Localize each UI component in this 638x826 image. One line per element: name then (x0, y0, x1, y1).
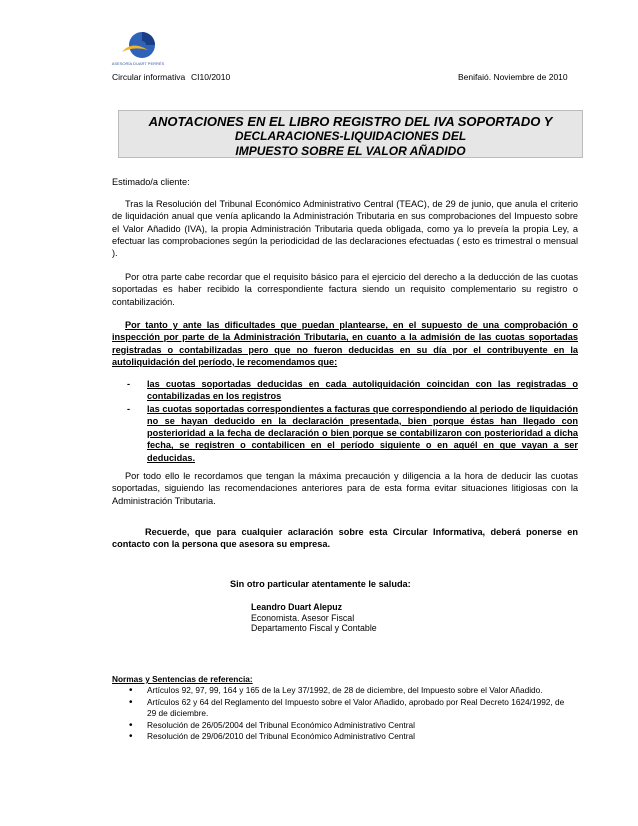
signer-department: Departamento Fiscal y Contable (251, 623, 377, 633)
reference-item: • Resolución de 26/05/2004 del Tribunal Económico Administrativo Central (112, 720, 572, 732)
dash-marker: - (127, 379, 131, 389)
references-title: Normas y Sentencias de referencia: (112, 674, 253, 684)
company-logo (118, 30, 158, 62)
dash-marker: - (127, 403, 131, 414)
reference-item: • Artículos 92, 97, 99, 164 y 165 de la Ley 37/1992, de 28 de diciembre, del Impuesto sobre el Valor Añadido. (112, 685, 572, 697)
title-line-1: ANOTACIONES EN EL LIBRO REGISTRO DEL IVA SOPORTADO Y (148, 114, 553, 129)
bullet-text-2: las cuotas soportadas correspondientes a facturas que correspondiendo al periodo de liquidación no se hayan deducido en la declaración presentada, bien porque éstas han llegado con posterioridad a la fecha de declaración o bien porque se contabilizaron con posterioridad a dicha fecha, se registren o contabilicen en el período siguiente o en aquél en que vayan a ser deducidas. (147, 403, 578, 463)
references-list (112, 685, 572, 743)
recommendation-list (112, 378, 578, 464)
signer-role: Economista. Asesor Fiscal (251, 612, 355, 623)
list-item (112, 403, 578, 464)
signer-name: Leandro Duart Alepuz (251, 602, 343, 612)
title-line-2: DECLARACIONES-LIQUIDACIONES DEL (234, 129, 467, 143)
paragraph-3-recommendation: Por tanto y ante las dificultades que puedan plantearse, en el supuesto de una comprobación o inspección por parte de la Administración Tributaria, en cuanto a la admisión de las cuotas soportadas registradas o contabilizadas pero que no fueron deducidas en su día por el contribuyente en la autoliquidación del período, le recomendamos que: (112, 320, 578, 367)
paragraph-4: Por todo ello le recordamos que tengan la máxima precaución y diligencia a la hora de deducir las cuotas soportadas, siguiendo las recomendaciones anteriores para de esta forma evitar situaciones litigiosas con la Administración Tributaria. (112, 471, 578, 506)
reference-item: • Artículos 62 y 64 del Reglamento del Impuesto sobre el Valor Añadido, aprobado por Real Decreto 1624/1992, de 29 de diciembre. (112, 697, 572, 720)
place-date: Benifaió. Noviembre de 2010 (458, 72, 568, 82)
logo-text: ASESORÍA DUART PERRÉS (111, 61, 165, 66)
closing-line: Sin otro particular atentamente le saluda: (230, 579, 411, 589)
circular-code: CI10/2010 (191, 72, 231, 82)
list-item (112, 378, 578, 403)
paragraph-5: Recuerde, que para cualquier aclaración sobre esta Circular Informativa, deberá ponerse en contacto con la persona que asesora su empresa. (112, 527, 578, 550)
signature-block (251, 602, 377, 634)
title-line-3: IMPUESTO SOBRE EL VALOR AÑADIDO (235, 144, 466, 158)
reference-item: • Resolución de 29/06/2010 del Tribunal Económico Administrativo Central (112, 731, 572, 743)
paragraph-1: Tras la Resolución del Tribunal Económico Administrativo Central (TEAC), de 29 de junio, que anula el criterio de liquidación anual que venía aplicando la Administración Tributaria en sus comprobaciones del Impuesto sobre el Valor Añadido (IVA), la propia Administración Tributaria queda obligada, como ya lo preveía la propia Ley, a efectuar las comprobaciones según la periodicidad de las declaraciones efectuadas ( esto es trimestral o mensual ). (112, 199, 578, 259)
circular-label: Circular informativa (112, 72, 186, 82)
paragraph-2: Por otra parte cabe recordar que el requisito básico para el ejercicio del derecho a la deducción de las cuotas soportadas es haber recibido la correspondiente factura siendo un requisito complementario su registro o contabilización. (112, 272, 578, 307)
greeting: Estimado/a cliente: (112, 177, 190, 187)
bullet-text-1: las cuotas soportadas deducidas en cada autoliquidación coincidan con las registradas o contabilizadas en los registros (147, 379, 578, 402)
document-title (118, 110, 583, 158)
